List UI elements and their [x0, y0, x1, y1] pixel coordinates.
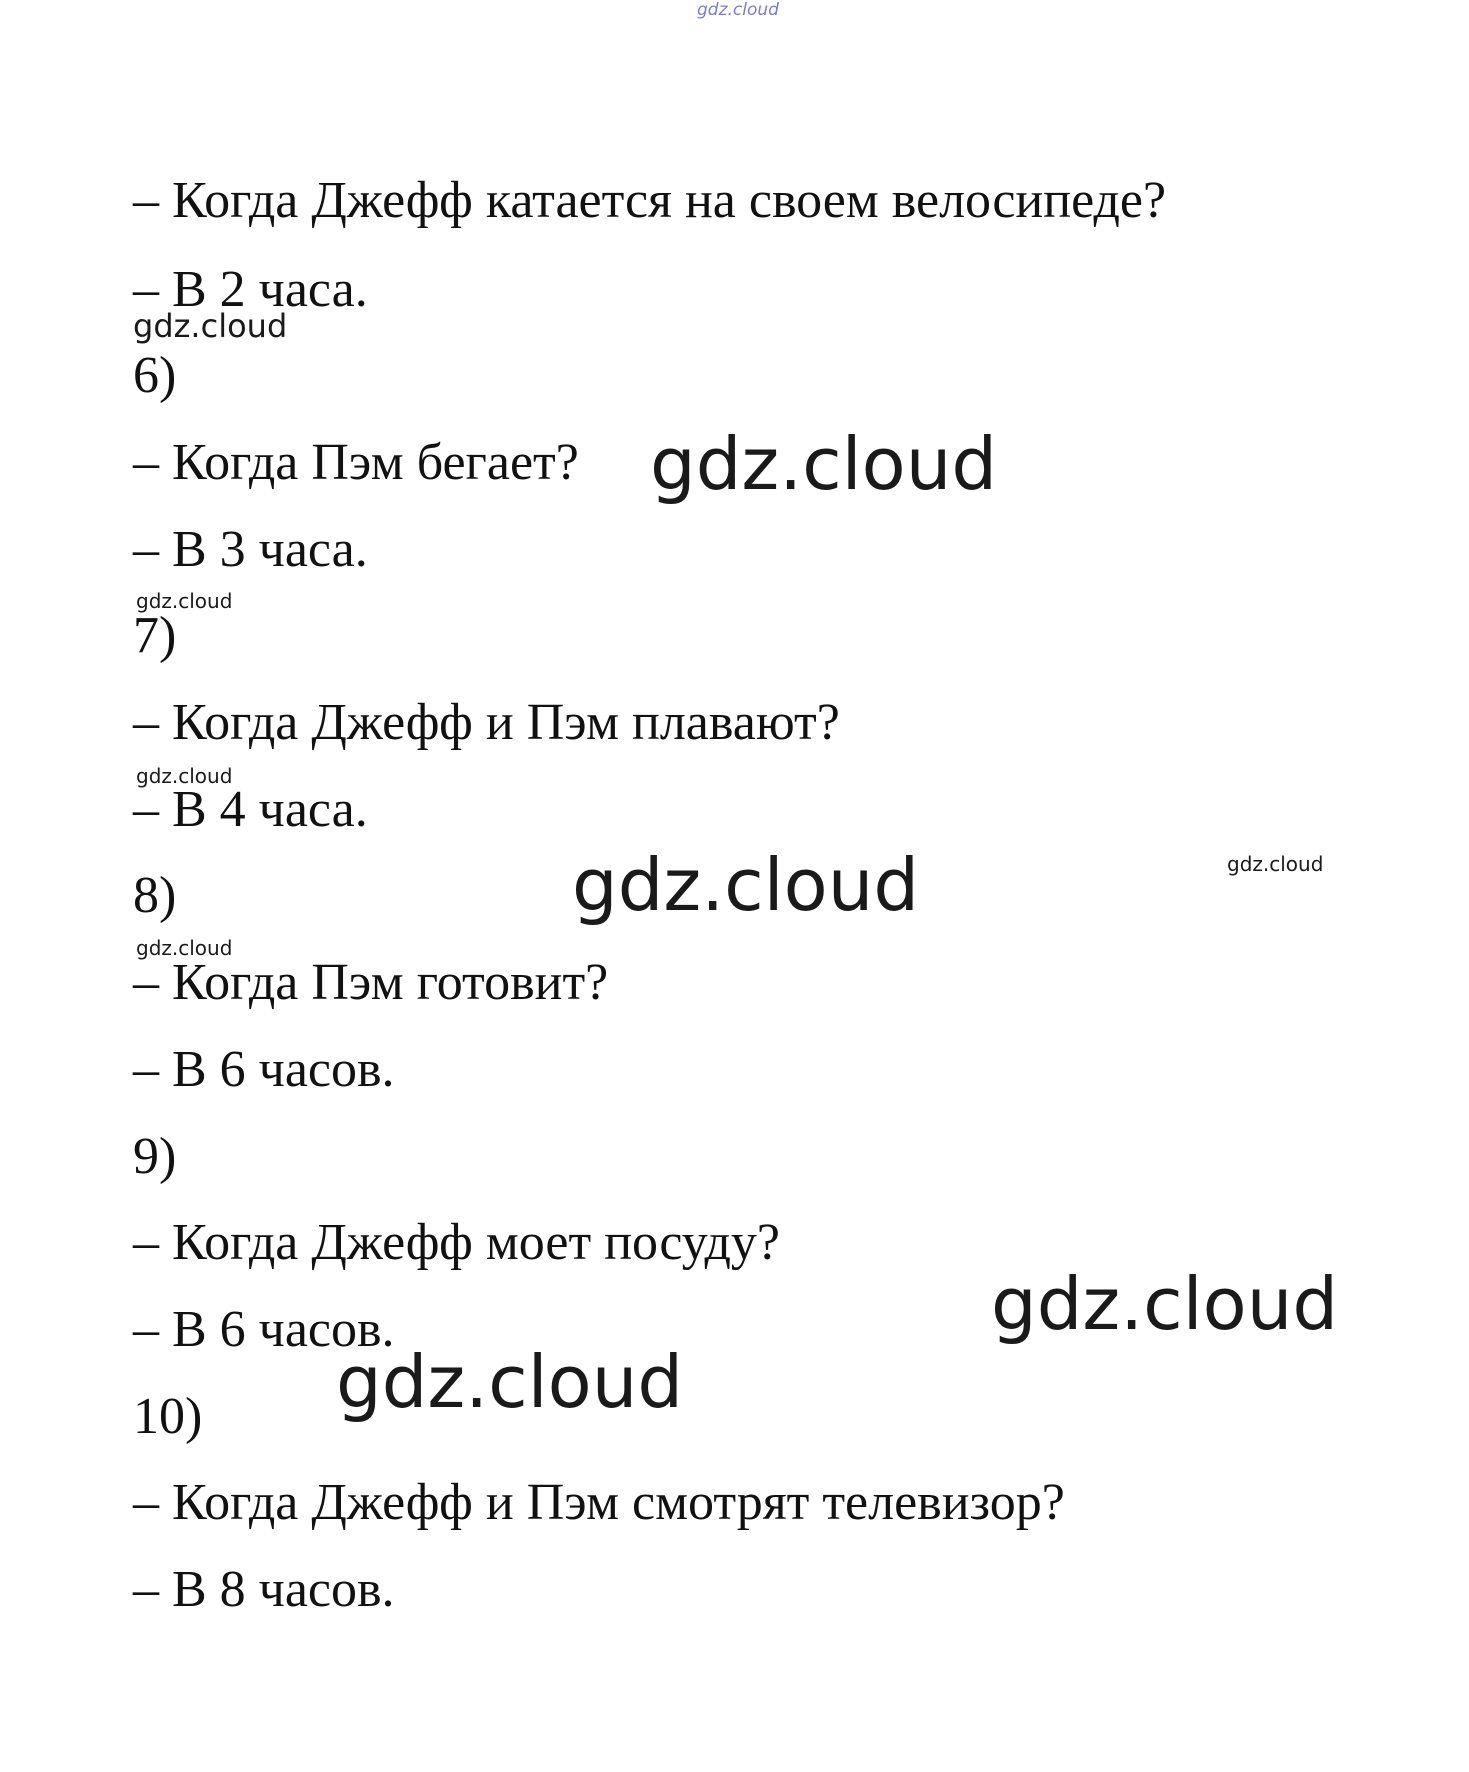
watermark: gdz.cloud [336, 1340, 684, 1424]
answer-9: – В 6 часов. [133, 1301, 395, 1358]
watermark: gdz.cloud [572, 843, 920, 927]
item-number-7: 7) [133, 607, 177, 664]
watermark: gdz.cloud [1227, 852, 1324, 876]
answer-5: – В 2 часа. [133, 261, 368, 318]
item-number-8: 8) [133, 867, 177, 924]
watermark: gdz.cloud [136, 589, 233, 613]
watermark-top: gdz.cloud [697, 0, 779, 20]
watermark: gdz.cloud [133, 307, 288, 345]
answer-7: – В 4 часа. [133, 781, 368, 838]
answer-8: – В 6 часов. [133, 1041, 395, 1098]
watermark: gdz.cloud [136, 764, 233, 788]
watermark: gdz.cloud [136, 936, 233, 960]
item-number-6: 6) [133, 347, 177, 404]
question-7: – Когда Джефф и Пэм плавают? [133, 694, 840, 751]
item-number-10: 10) [133, 1388, 203, 1445]
watermark: gdz.cloud [650, 422, 998, 506]
question-8: – Когда Пэм готовит? [133, 954, 609, 1011]
watermark: gdz.cloud [991, 1262, 1339, 1346]
item-number-9: 9) [133, 1128, 177, 1185]
question-5: – Когда Джефф катается на своем велосипеде? [133, 172, 1167, 229]
answer-10: – В 8 часов. [133, 1561, 395, 1618]
answer-6: – В 3 часа. [133, 521, 368, 578]
question-10: – Когда Джефф и Пэм смотрят телевизор? [133, 1474, 1065, 1531]
question-6: – Когда Пэм бегает? [133, 434, 579, 491]
question-9: – Когда Джефф моет посуду? [133, 1214, 781, 1271]
